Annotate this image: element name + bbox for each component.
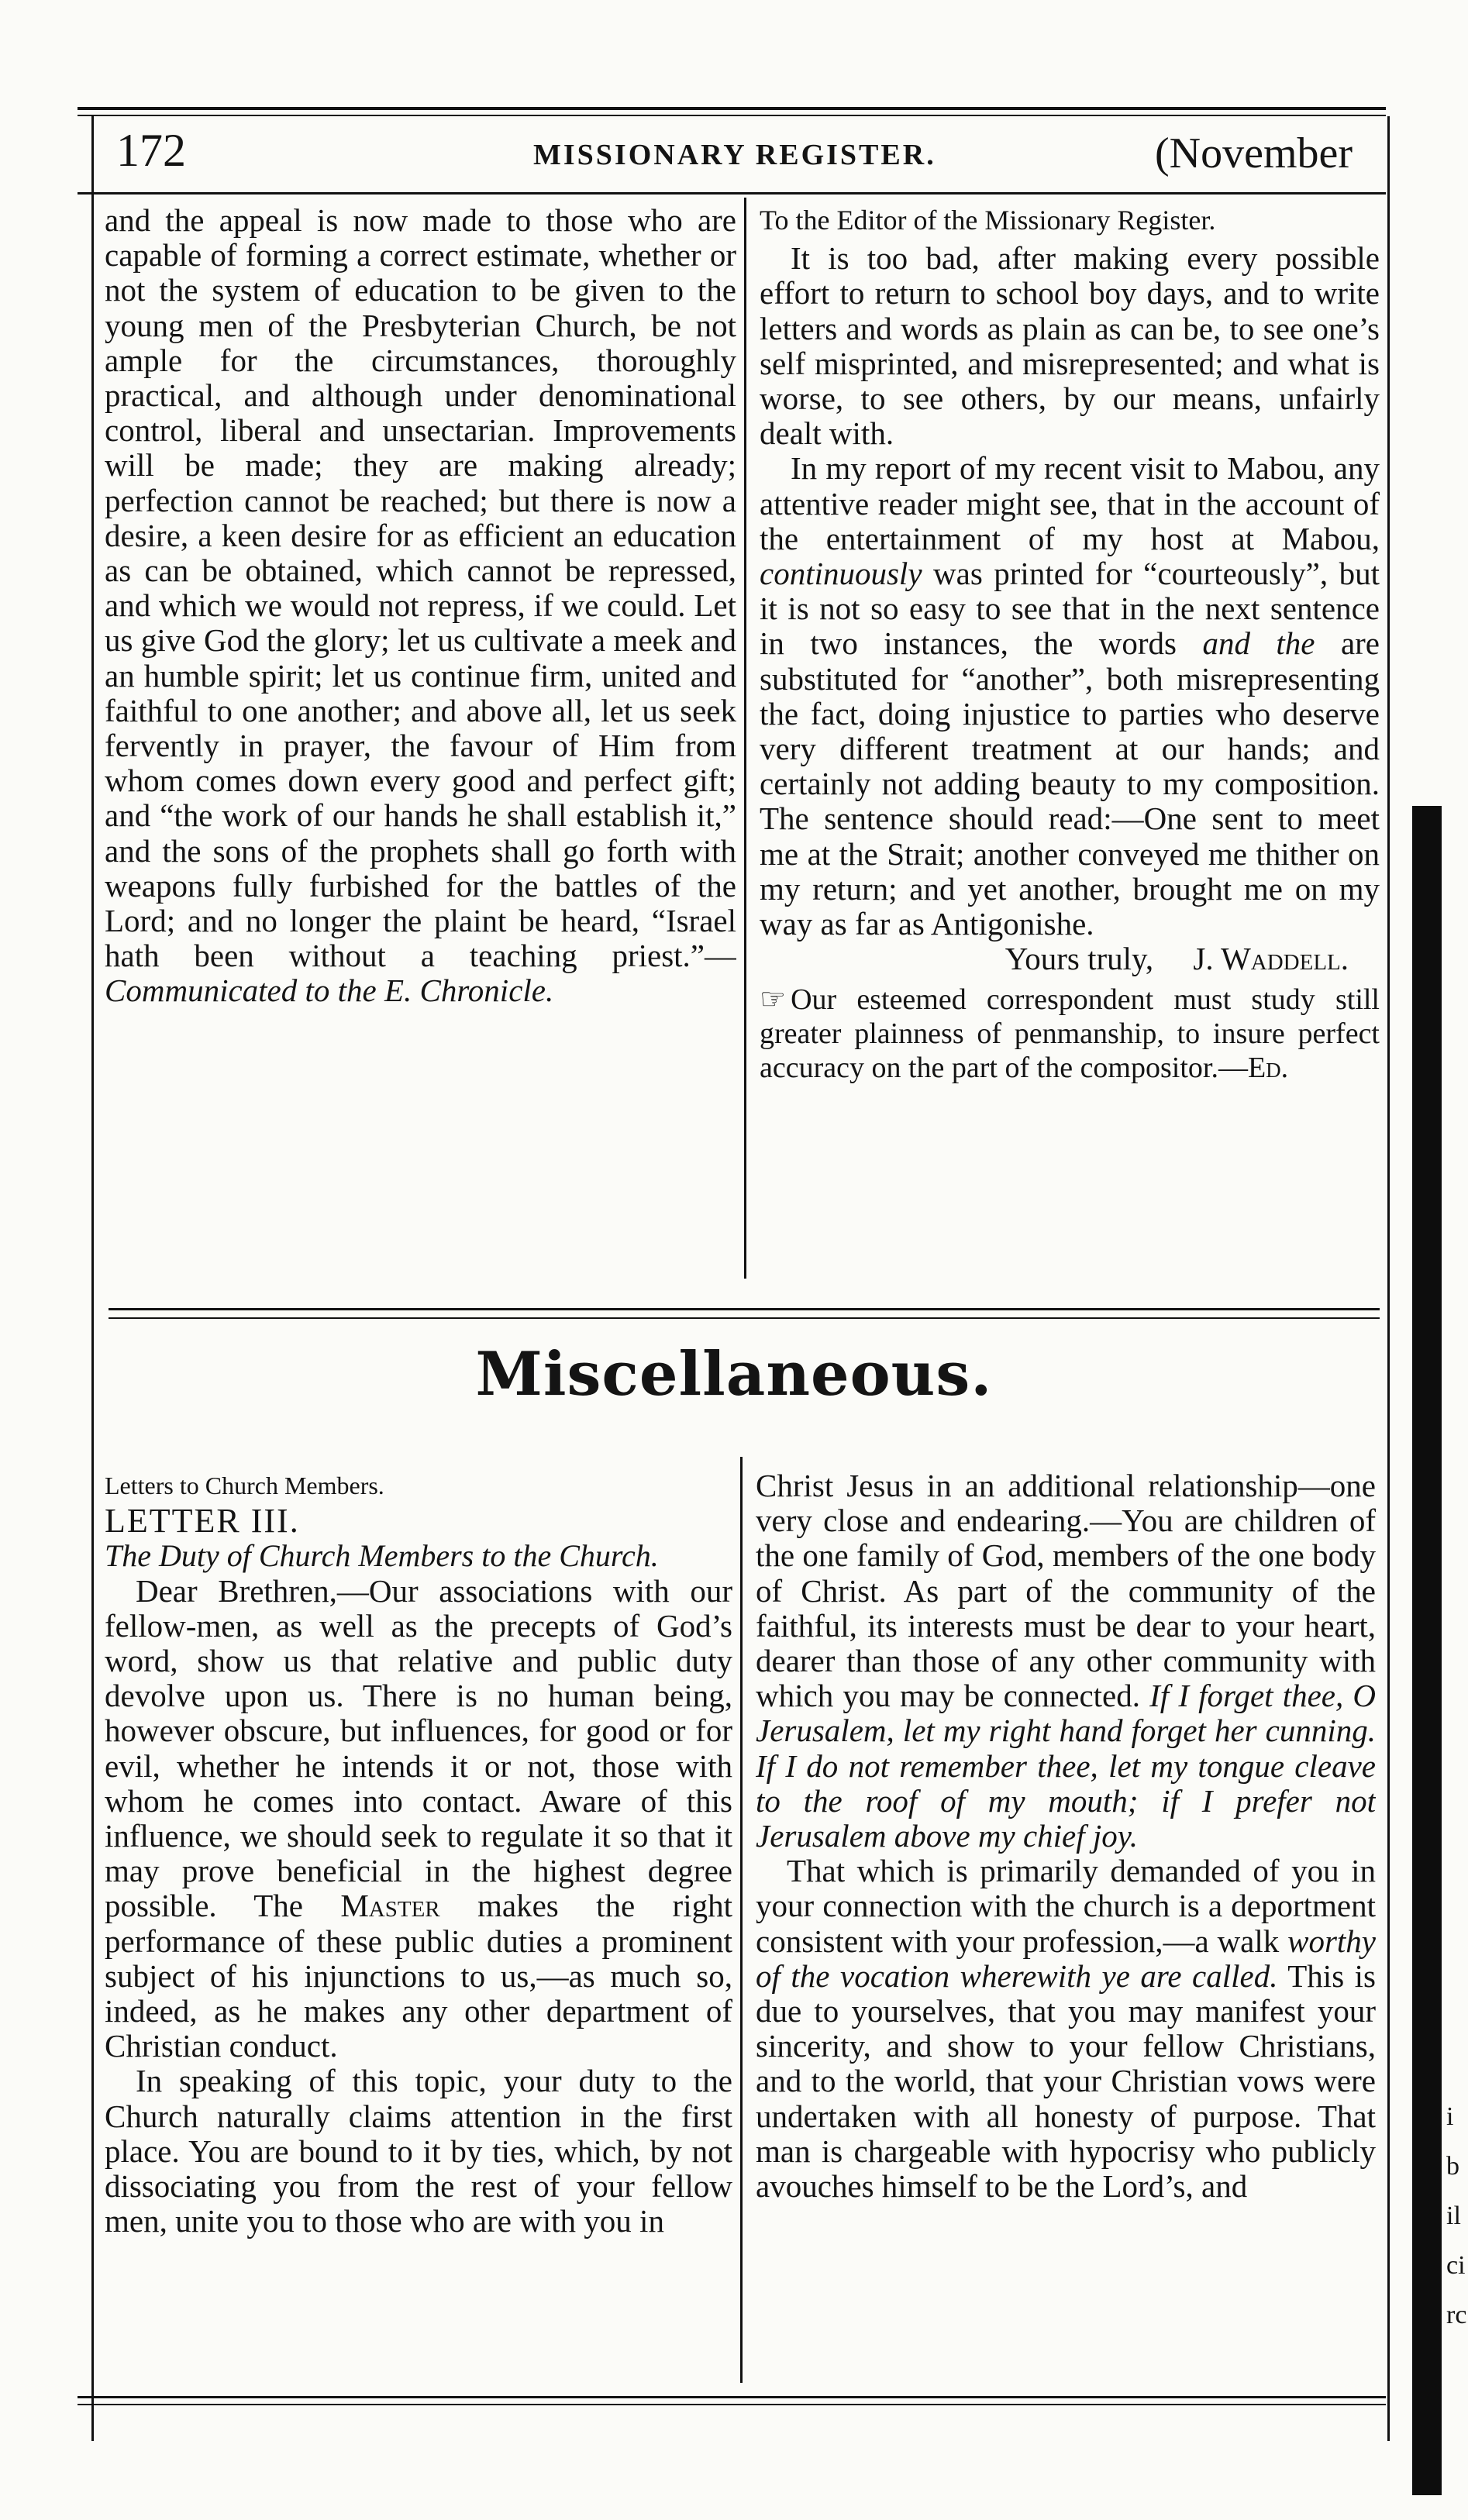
page-bottom-rule [78, 2396, 1386, 2398]
month-label: (November [1155, 129, 1353, 177]
page-bottom-rule-thin [78, 2404, 1386, 2405]
body-paragraph-2: In speaking of this topic, your duty to the Church naturally claims attention in the first place. You are bound to it by ties, which, by not dissociating you from the rest of your fellow men, unite you to those who are with you in [105, 2063, 732, 2239]
left-bottom-column [105, 1468, 732, 2383]
top-column-divider [744, 198, 746, 1279]
adjacent-page-fragments [1446, 2092, 1468, 2480]
series-heading: Letters to Church Members. [105, 1472, 384, 1499]
letter-paragraph-1: It is too bad, after making every possible effort to return to school boy days, and to write letters and words as plain as can be, to see one’s self misprinted, and misrepresented; and what is worse, to see others, by our means, unfairly dealt with. [760, 240, 1380, 452]
fragment-5: rc [1446, 2301, 1467, 2329]
section-rule-top [109, 1308, 1380, 1310]
header-top-rule-thin [78, 115, 1386, 116]
fragment-4: ci [1446, 2251, 1466, 2280]
body-paragraph-1: Dear Brethren,—Our associations with our fellow-men, as well as the precepts of God’s word, show us that relative and public duty devolve upon us. There is no human being, however obscure, but influences, for good or for evil, whether he intends it or not, those with whom he comes into contact. Aware of this influence, we should seek to regulate it so that it may prove beneficial in the highest degree possible. The Master makes the right performance of these public duties a prominent subject of his injunctions to us,—as much so, indeed, as he makes any other department of Christian conduct. [105, 1572, 732, 2064]
left-frame-rule [91, 116, 94, 2441]
fragment-3: il [1446, 2202, 1461, 2230]
right-frame-rule [1387, 116, 1390, 2441]
right-bottom-column [756, 1468, 1376, 2383]
letter-subtitle: The Duty of Church Members to the Church. [105, 1538, 659, 1574]
page-number: 172 [116, 125, 186, 176]
header-top-rule [78, 107, 1386, 110]
bottom-column-divider [740, 1457, 743, 2383]
letter-paragraph-2: In my report of my recent visit to Mabou, any attentive reader might see, that in the account of the entertainment of my host at Mabou, continuously was printed for “courteously”, but it is not so easy to see that in the next sentence in two instances, the words and the are substituted for “another”, both misrepresenting the fact, doing injustice to parties who deserve very different treatment at our hands; and certainly not adding beauty to my composition. The sentence should read:—One sent to meet me at the Strait; another conveyed me thither on my return; and yet another, brought me on my way as far as Antigonishe. [760, 450, 1380, 942]
fragment-2: b [1446, 2152, 1459, 2181]
letter-heading: To the Editor of the Missionary Register. [760, 205, 1216, 236]
body-paragraph-3: That which is primarily demanded of you in your connection with the church is a deportment consistent with your profession,—a walk worthy of the vocation wherewith ye are called. This is due to yourselves, that you may manifest your sincerity, and show to your fellow Christians, and to the world, that your Christian vows were undertaken with all honesty of purpose. That man is chargeable with hypocrisy who publicly avouches himself to be the Lord’s, and [756, 1853, 1376, 2205]
section-rule-bottom [109, 1317, 1380, 1319]
header-bottom-rule [78, 192, 1386, 195]
continued-paragraph: Christ Jesus in an additional relationship—one very close and endearing.—You are children of the one family of God, members of the one body of Christ. As part of the community of the faithful, its interests must be dear to your heart, dearer than those of any other community with which you may be connected. If I forget thee, O Jerusalem, let my right hand forget her cunning. If I do not remember thee, let my tongue cleave to the roof of my mouth; if I prefer not Jerusalem above my chief joy. [756, 1468, 1376, 1854]
left-top-column [105, 203, 736, 1272]
editor-note: ☞ Our esteemed correspondent must study still greater plainness of penmanship, to insure perfect accuracy on the part of the compositor.—Ed. [760, 983, 1380, 1085]
closing-paragraph: and the appeal is now made to those who are capable of forming a correct estimate, whether or not the system of education to be given to the young men of the Presbyterian Church, be not ample for the circumstances, thoroughly practical, and although under denominational control, liberal and unsectarian. Improvements will be made; they are making already; perfection cannot be reached; but there is now a desire, a keen desire for as efficient an education as can be obtained, which cannot be repressed, and which we would not repress, if we could. Let us give God the glory; let us cultivate a meek and an humble spirit; let us continue firm, united and faithful to one another; and above all, let us seek fervently in prayer, the favour of Him from whom comes down every good and perfect gift; and “the work of our hands he shall establish it,” and the sons of the prophets shall go forth with weapons fully furbished for the battles of the Lord; and no longer the plaint be heard, “Israel hath been without a teaching priest.”—Communicated to the E. Chronicle. [105, 203, 736, 1009]
right-top-column [760, 203, 1380, 1288]
section-title: Miscellaneous. [475, 1339, 993, 1410]
running-title: MISSIONARY REGISTER. [533, 139, 936, 171]
adjacent-page-shadow [1412, 806, 1442, 2495]
fragment-1: i [1446, 2102, 1454, 2131]
letter-number: LETTER III. [105, 1502, 300, 1541]
signature-line: Yours truly, J. Waddell. [1005, 941, 1349, 977]
pointing-hand-icon: ☞ [760, 983, 787, 1017]
credit-line: Communicated to the E. Chronicle. [105, 973, 554, 1009]
